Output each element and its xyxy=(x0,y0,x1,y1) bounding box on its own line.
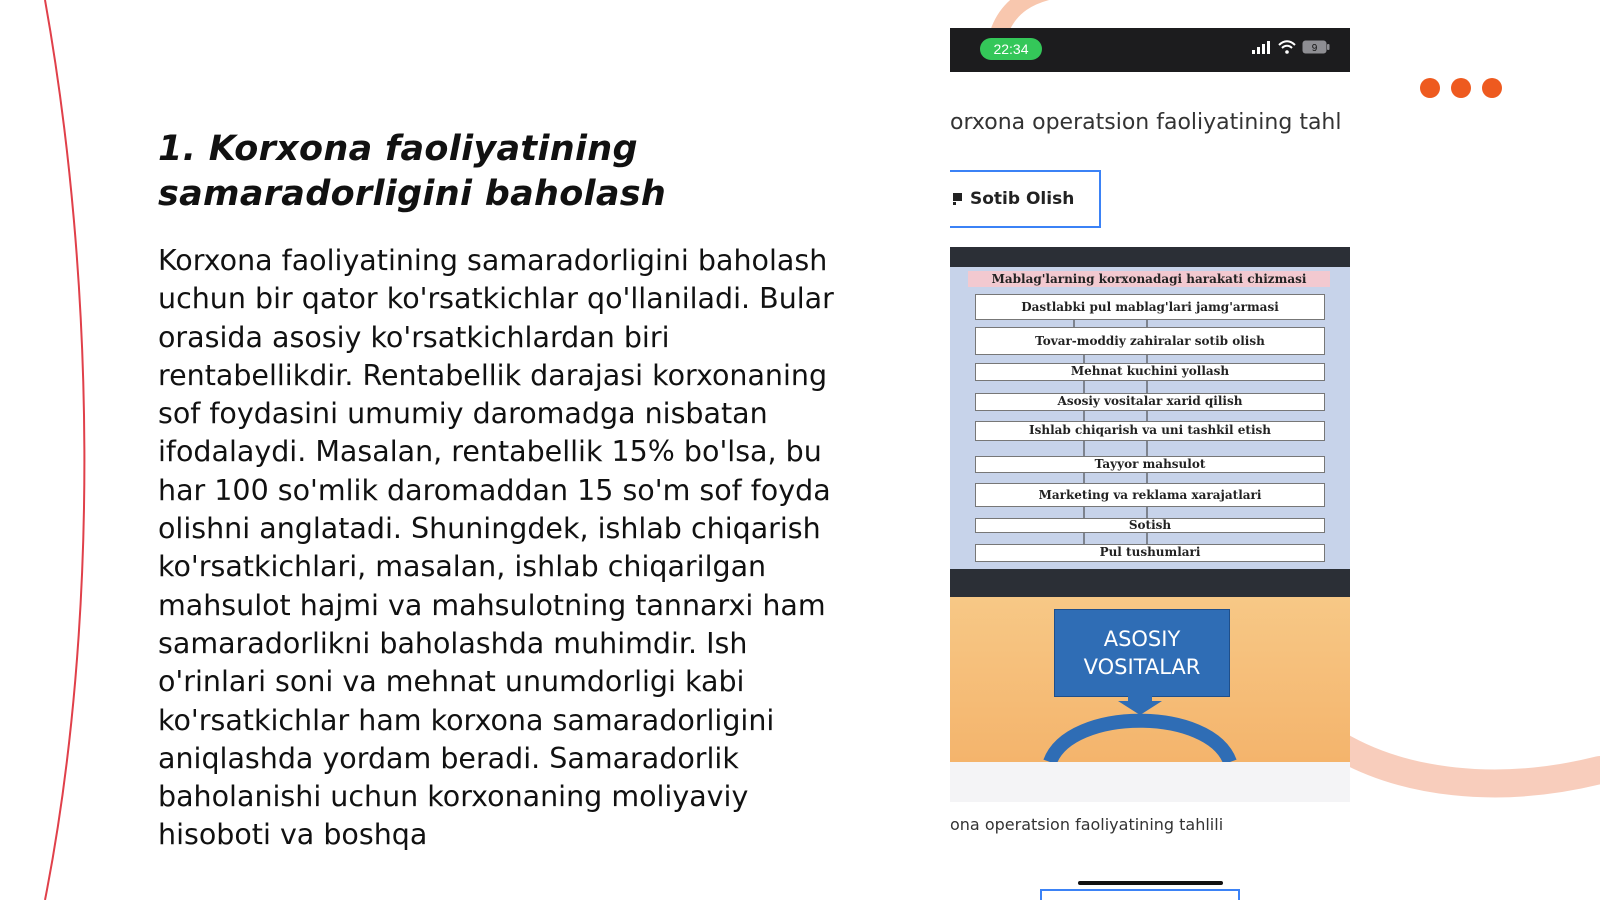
home-indicator xyxy=(1078,881,1223,885)
diagram-step: Sotish xyxy=(975,518,1325,533)
diagram-step: Mehnat kuchini yollash xyxy=(975,363,1325,381)
cart-icon xyxy=(952,191,964,207)
slide-title: 1. Korxona faoliyatining samaradorligini baholash xyxy=(158,129,667,215)
diagram-image xyxy=(950,247,1350,597)
asosiy-vositalar-image xyxy=(950,597,1350,762)
more-dots-icon[interactable] xyxy=(1420,78,1502,98)
diagram-step: Marketing va reklama xarajatlari xyxy=(975,483,1325,507)
dot xyxy=(1420,78,1440,98)
flow-diagram xyxy=(950,267,1350,569)
diagram-title: Mablag'larning korxonadagi harakati chizmasi xyxy=(968,271,1330,287)
diagram-step: Ishlab chiqarish va uni tashkil etish xyxy=(975,421,1325,441)
diagram-step: Tayyor mahsulot xyxy=(975,456,1325,473)
battery-label: 9 xyxy=(1311,43,1318,54)
asosiy-line1: ASOSIY xyxy=(1103,627,1181,651)
dot xyxy=(1482,78,1502,98)
diagram-step: Pul tushumlari xyxy=(975,544,1325,562)
asosiy-line2: VOSITALAR xyxy=(1083,655,1201,679)
page-heading: orxona operatsion faoliyatining tahl xyxy=(950,110,1342,135)
decorative-left-curve xyxy=(0,0,120,900)
diagram-step: Dastlabki pul mablag'lari jamg'armasi xyxy=(975,294,1325,320)
status-icons xyxy=(1252,40,1330,54)
dot xyxy=(1451,78,1471,98)
bottom-button[interactable] xyxy=(1040,889,1240,900)
status-time: 22:34 xyxy=(980,38,1042,60)
decorative-swoosh xyxy=(1330,700,1600,820)
wifi-icon xyxy=(1278,40,1296,54)
slide-body-text: Korxona faoliyatining samaradorligini baholash uchun bir qator ko'rsatkichlar qo'llaniladi. Bular orasida asosiy ko'rsatkichlardan biri rentabellikdir. Rentabellik darajasi korxonaning sof foydasini umumiy daromadga nisbatan ifodalaydi. Masalan, rentabellik 15% bo'lsa, bu har 100 so'mlik daromaddan 15 so'm sof foyda olishni anglatadi. Shuningdek, ishlab chiqarish ko'rsatkichlari, masalan, ishlab chiqarilgan mahsulot hajmi va mahsulotning tannarxi ham samaradorlikni baholashda muhimdir. Ish o'rinlari soni va mehnat unumdorligi kabi ko'rsatkichlar ham korxona samaradorligini aniqlashda yordam beradi. Samaradorlik baholanishi uchun korxonaning moliyaviy hisoboti va boshqa xyxy=(158,244,834,852)
diagram-step: Asosiy vositalar xarid qilish xyxy=(975,393,1325,411)
down-arrow-icon xyxy=(950,597,1350,762)
signal-icon xyxy=(1252,40,1272,54)
status-bar xyxy=(950,28,1350,72)
image-caption: ona operatsion faoliyatining tahlili xyxy=(950,815,1224,834)
buy-button-label: Sotib Olish xyxy=(970,189,1075,209)
buy-button[interactable] xyxy=(950,170,1101,228)
panel-footer xyxy=(950,762,1350,802)
battery-icon xyxy=(1302,40,1330,54)
diagram-step: Tovar-moddiy zahiralar sotib olish xyxy=(975,327,1325,355)
phone-screenshot xyxy=(950,28,1350,900)
decorative-top-arc xyxy=(990,0,1060,30)
